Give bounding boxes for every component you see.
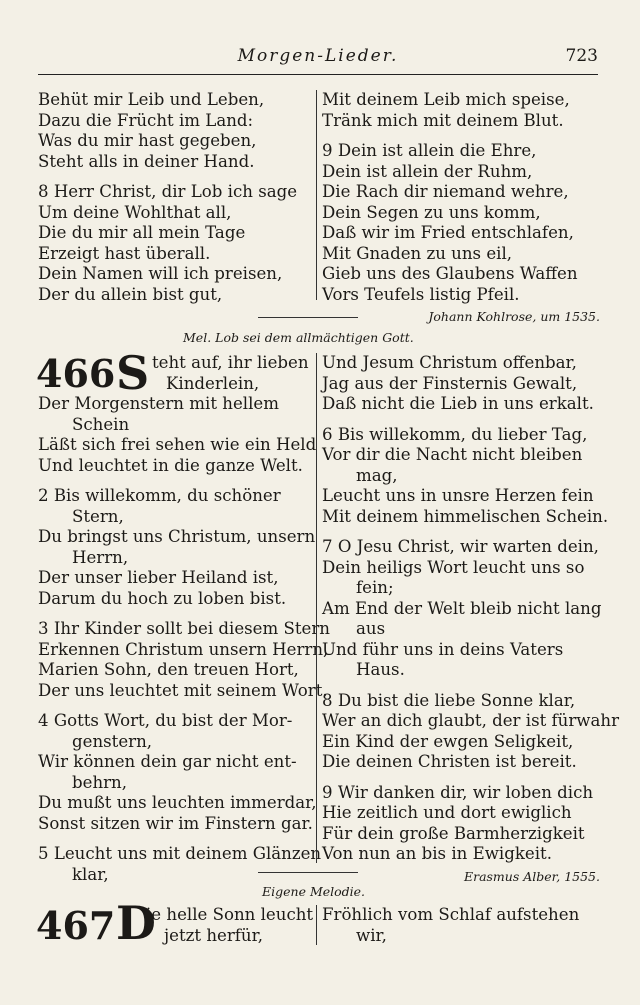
hymn-467-right-column bbox=[322, 905, 600, 946]
verse-line: Erzeigt hast überall. bbox=[38, 243, 211, 263]
verse-line: Du mußt uns leuchten immerdar, bbox=[38, 793, 317, 812]
verse-line: Der du allein bist gut, bbox=[38, 284, 223, 304]
stanza-gap bbox=[322, 527, 600, 537]
verse-line: 8 Herr Christ, dir Lob ich sage bbox=[38, 182, 298, 201]
verse-line: Und Jesum Christum offenbar, bbox=[322, 353, 577, 372]
melody-467: Eigene Melodie. bbox=[262, 884, 366, 899]
verse-line: Die deinen Christen ist bereit. bbox=[322, 752, 577, 771]
verse-line: Daß nicht die Lieb in uns erkalt. bbox=[322, 394, 594, 413]
verse-line: Vor dir die Nacht nicht bleiben bbox=[322, 445, 583, 464]
opening-line-466-cont: Kinderlein, bbox=[166, 373, 260, 393]
verse-line: Darum du hoch zu loben bist. bbox=[38, 588, 287, 608]
verse-line: Die du mir all mein Tage bbox=[38, 223, 246, 242]
verse-line: Erkennen Christum unsern Herrn, bbox=[38, 639, 329, 659]
verse-line: 6 Bis willekomm, du lieber Tag, bbox=[322, 424, 588, 444]
dropcap-466: S bbox=[116, 346, 150, 400]
verse-line: Läßt sich frei sehen wie ein Held bbox=[38, 435, 317, 454]
verse-line: Mit Gnaden zu uns eil, bbox=[322, 243, 513, 263]
verse-line: Daß wir im Fried entschlafen, bbox=[322, 223, 574, 242]
verse-line: Stern, bbox=[72, 506, 124, 526]
verse-line: Leucht uns in unsre Herzen fein bbox=[322, 486, 594, 505]
stanza-gap bbox=[322, 681, 600, 691]
stanza-gap bbox=[322, 415, 600, 425]
verse-line: klar, bbox=[72, 864, 109, 884]
verse-line: Für dein große Barmherzigkeit bbox=[322, 823, 585, 843]
verse-line: Vors Teufels listig Pfeil. bbox=[322, 284, 520, 304]
verse-line: Jag aus der Finsternis Gewalt, bbox=[322, 373, 578, 393]
verse-line: genstern, bbox=[72, 731, 153, 751]
section-title: Morgen-Lieder. bbox=[237, 46, 399, 66]
verse-line: 5 Leucht uns mit deinem Glänzen bbox=[38, 844, 322, 863]
verse-line: Wir können dein gar nicht ent- bbox=[38, 752, 297, 771]
column-divider-466 bbox=[316, 353, 317, 863]
hymn-466-right-column bbox=[322, 353, 620, 887]
verse-line: Mit deinem himmelischen Schein. bbox=[322, 506, 609, 526]
stanza-gap bbox=[322, 773, 600, 783]
attribution-kohlrose: Johann Kohlrose, um 1535. bbox=[428, 309, 600, 324]
verse-line: 7 O Jesu Christ, wir warten dein, bbox=[322, 537, 599, 556]
verse-line: Der unser lieber Heiland ist, bbox=[38, 568, 279, 587]
running-header bbox=[38, 46, 598, 70]
verse-line: Was du mir hast gegeben, bbox=[38, 131, 257, 150]
stanza-gap bbox=[38, 701, 310, 711]
verse-line: Und leuchtet in die ganze Welt. bbox=[38, 455, 303, 475]
hymn-466-left-column bbox=[38, 394, 330, 885]
verse-line: Dein Segen zu uns komm, bbox=[322, 202, 541, 222]
opening-line-466: teht auf, ihr lieben bbox=[152, 353, 309, 372]
verse-line: aus bbox=[356, 619, 386, 638]
verse-line: Von nun an bis in Ewigkeit. bbox=[322, 844, 552, 863]
column-divider-467 bbox=[316, 905, 317, 945]
verse-line: Dein ist allein der Ruhm, bbox=[322, 161, 533, 181]
verse-line: Hie zeitlich und dort ewiglich bbox=[322, 803, 572, 822]
hymn-467-opening bbox=[146, 905, 312, 946]
verse-line: Und führ uns in deins Vaters bbox=[322, 639, 564, 659]
verse-line: Mit deinem Leib mich speise, bbox=[322, 90, 570, 109]
top-left-column bbox=[38, 90, 308, 305]
verse-line: Steht alls in deiner Hand. bbox=[38, 151, 255, 171]
verse-line: Tränk mich mit deinem Blut. bbox=[322, 110, 564, 130]
header-rule bbox=[38, 74, 598, 75]
opening-line-467-cont: jetzt herfür, bbox=[164, 925, 263, 945]
verse-line: 3 Ihr Kinder sollt bei diesem Stern bbox=[38, 619, 330, 638]
verse-line: 9 Dein ist allein die Ehre, bbox=[322, 141, 537, 160]
hymn-separator-2 bbox=[258, 872, 358, 873]
verse-line: Sonst sitzen wir im Finstern gar. bbox=[38, 813, 313, 833]
verse-line: Der Morgenstern mit hellem bbox=[38, 394, 279, 413]
attribution-alber: Erasmus Alber, 1555. bbox=[463, 868, 600, 884]
verse-line: Der uns leuchtet mit seinem Wort. bbox=[38, 680, 328, 700]
verse-line: Die Rach dir niemand wehre, bbox=[322, 182, 569, 201]
verse-line: Dein heiligs Wort leucht uns so bbox=[322, 557, 585, 577]
verse-line: Ein Kind der ewgen Seligkeit, bbox=[322, 731, 574, 751]
verse-line: 8 Du bist die liebe Sonne klar, bbox=[322, 690, 576, 710]
page-number: 723 bbox=[565, 46, 598, 66]
verse-line: Herrn, bbox=[72, 547, 129, 567]
top-right-column bbox=[322, 90, 600, 328]
verse-line: Am End der Welt bleib nicht lang bbox=[322, 598, 602, 618]
verse-line: fein; bbox=[356, 578, 394, 597]
hymn-466-opening bbox=[152, 353, 312, 394]
verse-line: Gieb uns des Glaubens Waffen bbox=[322, 264, 578, 283]
stanza-gap bbox=[38, 609, 310, 619]
dropcap-467: D bbox=[116, 896, 156, 950]
verse-line: Fröhlich vom Schlaf aufstehen bbox=[322, 905, 580, 924]
hymn-number-466: 466 bbox=[36, 351, 116, 396]
verse-line: Um deine Wohlthat all, bbox=[38, 202, 232, 222]
verse-line: Wer an dich glaubt, der ist fürwahr bbox=[322, 711, 620, 730]
stanza-gap bbox=[38, 476, 310, 486]
verse-line: 4 Gotts Wort, du bist der Mor- bbox=[38, 711, 293, 730]
opening-line-467: ie helle Sonn leucht bbox=[146, 905, 314, 924]
verse-line: 9 Wir danken dir, wir loben dich bbox=[322, 782, 594, 802]
melody-466: Mel. Lob sei dem allmächtigen Gott. bbox=[183, 330, 414, 345]
verse-line: Du bringst uns Christum, unsern bbox=[38, 527, 316, 546]
verse-line: Behüt mir Leib und Leben, bbox=[38, 90, 265, 109]
verse-line: Dazu die Frücht im Land: bbox=[38, 110, 254, 130]
verse-line: wir, bbox=[356, 925, 387, 945]
verse-line: Dein Namen will ich preisen, bbox=[38, 264, 283, 283]
stanza-gap bbox=[38, 834, 310, 844]
verse-line: behrn, bbox=[72, 772, 128, 792]
verse-line: Haus. bbox=[356, 660, 405, 679]
verse-line: Schein bbox=[72, 414, 130, 434]
verse-line: mag, bbox=[356, 465, 398, 485]
verse-line: Marien Sohn, den treuen Hort, bbox=[38, 660, 299, 679]
hymn-number-467: 467 bbox=[36, 903, 116, 948]
verse-line: 2 Bis willekomm, du schöner bbox=[38, 486, 281, 505]
column-divider-top bbox=[316, 90, 317, 300]
hymn-separator bbox=[258, 317, 358, 318]
